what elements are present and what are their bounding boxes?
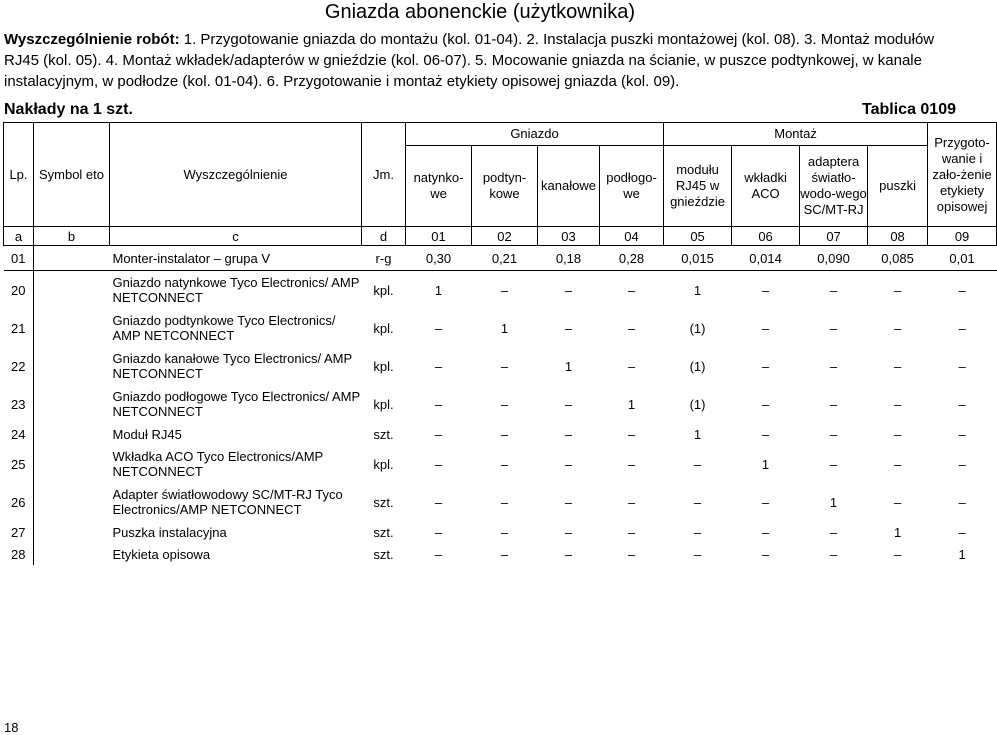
row-description: Wkładka ACO Tyco Electronics/AMP NETCONNECT — [112, 449, 323, 479]
row-value: – — [564, 320, 573, 336]
letter-cell: 02 — [472, 227, 538, 246]
row-value: – — [564, 396, 573, 412]
row-value: – — [761, 524, 770, 540]
row-value: – — [761, 494, 770, 510]
header-symbol: Symbol eto — [34, 123, 110, 227]
header-wkladki: wkładki ACO — [732, 146, 800, 227]
row-unit: kpl. — [373, 282, 394, 298]
row-unit: kpl. — [373, 456, 394, 472]
row-lp: 24 — [4, 423, 34, 445]
row-symbol — [34, 271, 110, 310]
letter-cell: 01 — [406, 227, 472, 246]
row-value: – — [958, 396, 966, 412]
row-value: – — [500, 426, 509, 442]
row-value: – — [564, 282, 573, 298]
header-podtynkowe: podtyn-kowe — [472, 146, 538, 227]
row-value: – — [893, 426, 902, 442]
row-value: – — [761, 426, 770, 442]
work-description — [4, 29, 956, 92]
row-value: 1 — [500, 320, 509, 336]
header-adaptera: adaptera światło-wodo-wego SC/MT-RJ — [800, 146, 868, 227]
row-value: 0,015 — [664, 246, 732, 271]
row-value: 0,18 — [538, 246, 600, 271]
row-value: – — [958, 524, 966, 540]
row-value: 0,090 — [800, 246, 868, 271]
row-lp: 26 — [4, 483, 34, 521]
row-value: – — [500, 396, 509, 412]
row-value: – — [434, 358, 443, 374]
letter-cell: 04 — [600, 227, 664, 246]
column-letters-row — [4, 227, 997, 246]
page-title: Gniazda abonenckie (użytkownika) — [324, 1, 636, 23]
row-value: 0,28 — [600, 246, 664, 271]
letter-cell: 06 — [732, 227, 800, 246]
row-value: – — [893, 320, 902, 336]
row-value: – — [627, 358, 636, 374]
row-value: – — [500, 282, 509, 298]
row-value: – — [761, 282, 770, 298]
row-description: Gniazdo natynkowe Tyco Electronics/ AMP NETCONNECT — [112, 275, 360, 305]
row-value: – — [434, 426, 443, 442]
header-jm: Jm. — [362, 123, 406, 227]
row-unit: szt. — [373, 546, 394, 562]
row-description: Moduł RJ45 — [112, 426, 182, 442]
row-unit: szt. — [373, 524, 394, 540]
table-row — [4, 271, 997, 310]
table-row — [4, 347, 997, 385]
row-description: Monter-instalator – grupa V — [110, 246, 362, 271]
row-symbol — [34, 445, 110, 483]
row-value: – — [958, 320, 966, 336]
row-value: – — [627, 282, 636, 298]
table-row — [4, 543, 997, 565]
row-value: – — [693, 546, 702, 562]
row-value: 1 — [627, 396, 636, 412]
header-natynkowe: natynko-we — [406, 146, 472, 227]
row-value: – — [893, 456, 902, 472]
row-value: – — [627, 320, 636, 336]
letter-cell: d — [362, 227, 406, 246]
row-value: – — [500, 494, 509, 510]
row-lp: 22 — [4, 347, 34, 385]
row-value: 1 — [958, 546, 966, 562]
row-value: 0,014 — [732, 246, 800, 271]
row-value: – — [893, 358, 902, 374]
row-value: – — [693, 494, 702, 510]
row-value: 1 — [829, 494, 838, 510]
table-row — [4, 385, 997, 423]
row-description: Gniazdo podłogowe Tyco Electronics/ AMP NETCONNECT — [112, 389, 360, 419]
row-value: – — [829, 396, 838, 412]
letter-cell: 03 — [538, 227, 600, 246]
row-value: – — [693, 524, 702, 540]
row-lp: 28 — [4, 543, 34, 565]
row-value: – — [627, 546, 636, 562]
row-lp: 27 — [4, 521, 34, 543]
row-value: – — [829, 546, 838, 562]
description-lead: Wyszczególnienie robót: — [4, 31, 180, 48]
row-value: 0,01 — [928, 246, 997, 271]
row-value: 1 — [564, 358, 573, 374]
row-value: – — [564, 426, 573, 442]
row-value: 1 — [893, 524, 902, 540]
row-value: 1 — [693, 426, 702, 442]
letter-cell: 08 — [868, 227, 928, 246]
row-value: (1) — [689, 320, 706, 336]
row-value: – — [958, 358, 966, 374]
row-value: – — [564, 524, 573, 540]
norms-table — [3, 122, 997, 565]
row-symbol — [34, 385, 110, 423]
table-row — [4, 483, 997, 521]
header-wyszczegolnienie: Wyszczególnienie — [110, 123, 362, 227]
letter-cell: a — [4, 227, 34, 246]
row-value: – — [761, 546, 770, 562]
row-value: 0,21 — [472, 246, 538, 271]
row-value: 1 — [761, 456, 770, 472]
row-value: – — [500, 358, 509, 374]
row-value: – — [761, 320, 770, 336]
row-value: – — [893, 282, 902, 298]
table-row — [4, 309, 997, 347]
letter-cell: b — [34, 227, 110, 246]
row-symbol — [34, 521, 110, 543]
description-text: 1. Przygotowanie gniazda do montażu (kol. 01-04). 2. Instalacja puszki montażowej (kol. 08). 3. Montaż modułów RJ45 (kol. 05). 4. Montaż wkładek/adapterów w gnieździe (kol. 06-07). 5. Mocowanie gniazda na ścianie, w puszce podtynkowej, w kanale instalacyjnym, w podłodze (kol. 01-04). 6. Przygotowanie i montaż etykiety opisowej gniazda (kol. 09). — [4, 31, 935, 90]
row-value: – — [761, 358, 770, 374]
row-value: – — [500, 546, 509, 562]
row-value: – — [829, 282, 838, 298]
header-modulu: modułu RJ45 w gnieździe — [664, 146, 732, 227]
table-row — [4, 445, 997, 483]
row-description: Adapter światłowodowy SC/MT-RJ Tyco Electronics/AMP NETCONNECT — [112, 487, 343, 517]
row-value: (1) — [689, 358, 706, 374]
row-value: – — [434, 494, 443, 510]
row-value: – — [958, 282, 966, 298]
row-value: – — [829, 456, 838, 472]
row-value: – — [434, 546, 443, 562]
row-value: – — [564, 546, 573, 562]
row-value: – — [434, 456, 443, 472]
table-row — [4, 423, 997, 445]
row-value: – — [958, 426, 966, 442]
row-value: – — [627, 456, 636, 472]
row-value: – — [434, 524, 443, 540]
row-value: – — [564, 494, 573, 510]
row-value: 1 — [693, 282, 702, 298]
row-value: – — [829, 320, 838, 336]
row-lp: 20 — [4, 271, 34, 310]
row-symbol — [34, 309, 110, 347]
header-kanalowe: kanałowe — [538, 146, 600, 227]
naklady-label: Nakłady na 1 szt. — [4, 101, 133, 118]
row-value: – — [893, 546, 902, 562]
letter-cell: 07 — [800, 227, 868, 246]
row-lp: 25 — [4, 445, 34, 483]
row-unit: kpl. — [373, 358, 394, 374]
row-symbol — [34, 543, 110, 565]
row-value: 0,30 — [406, 246, 472, 271]
row-value: – — [627, 524, 636, 540]
row-unit: szt. — [373, 494, 394, 510]
row-value: – — [434, 396, 443, 412]
row-unit: r-g — [362, 246, 406, 271]
page-number: 18 — [4, 720, 19, 735]
row-value: – — [829, 524, 838, 540]
header-montaz: Montaż — [664, 123, 928, 146]
row-description: Gniazdo podtynkowe Tyco Electronics/ AMP NETCONNECT — [112, 313, 336, 343]
header-podlogowe: podłogo-we — [600, 146, 664, 227]
row-value: – — [500, 456, 509, 472]
row-value: – — [627, 426, 636, 442]
letter-cell: c — [110, 227, 362, 246]
row-value: – — [564, 456, 573, 472]
row-value: (1) — [689, 396, 706, 412]
table-row — [4, 521, 997, 543]
row-description: Gniazdo kanałowe Tyco Electronics/ AMP NETCONNECT — [112, 351, 352, 381]
letter-cell: 09 — [928, 227, 997, 246]
row-value: – — [829, 426, 838, 442]
row-value: – — [893, 494, 902, 510]
table-row — [4, 246, 997, 271]
row-unit: kpl. — [373, 396, 394, 412]
row-value: 0,085 — [868, 246, 928, 271]
row-description: Etykieta opisowa — [112, 546, 211, 562]
row-lp: 23 — [4, 385, 34, 423]
row-lp: 01 — [4, 246, 34, 271]
row-value: – — [500, 524, 509, 540]
table-body — [4, 246, 997, 566]
row-description: Puszka instalacyjna — [112, 524, 227, 540]
row-symbol — [34, 423, 110, 445]
row-lp: 21 — [4, 309, 34, 347]
row-value: 1 — [434, 282, 443, 298]
header-gniazdo: Gniazdo — [406, 123, 664, 146]
row-value: – — [893, 396, 902, 412]
header-puszki: puszki — [868, 146, 928, 227]
header-lp: Lp. — [4, 123, 34, 227]
row-value: – — [829, 358, 838, 374]
row-value: – — [958, 494, 966, 510]
row-symbol — [34, 246, 110, 271]
row-value: – — [958, 456, 966, 472]
row-value: – — [434, 320, 443, 336]
row-symbol — [34, 483, 110, 521]
row-symbol — [34, 347, 110, 385]
header-przygotowanie: Przygoto-wanie i zało-żenie etykiety opisowej — [928, 123, 997, 227]
row-value: – — [693, 456, 702, 472]
letter-cell: 05 — [664, 227, 732, 246]
table-number: Tablica 0109 — [862, 101, 956, 118]
row-unit: szt. — [373, 426, 394, 442]
row-unit: kpl. — [373, 320, 394, 336]
row-value: – — [761, 396, 770, 412]
row-value: – — [627, 494, 636, 510]
